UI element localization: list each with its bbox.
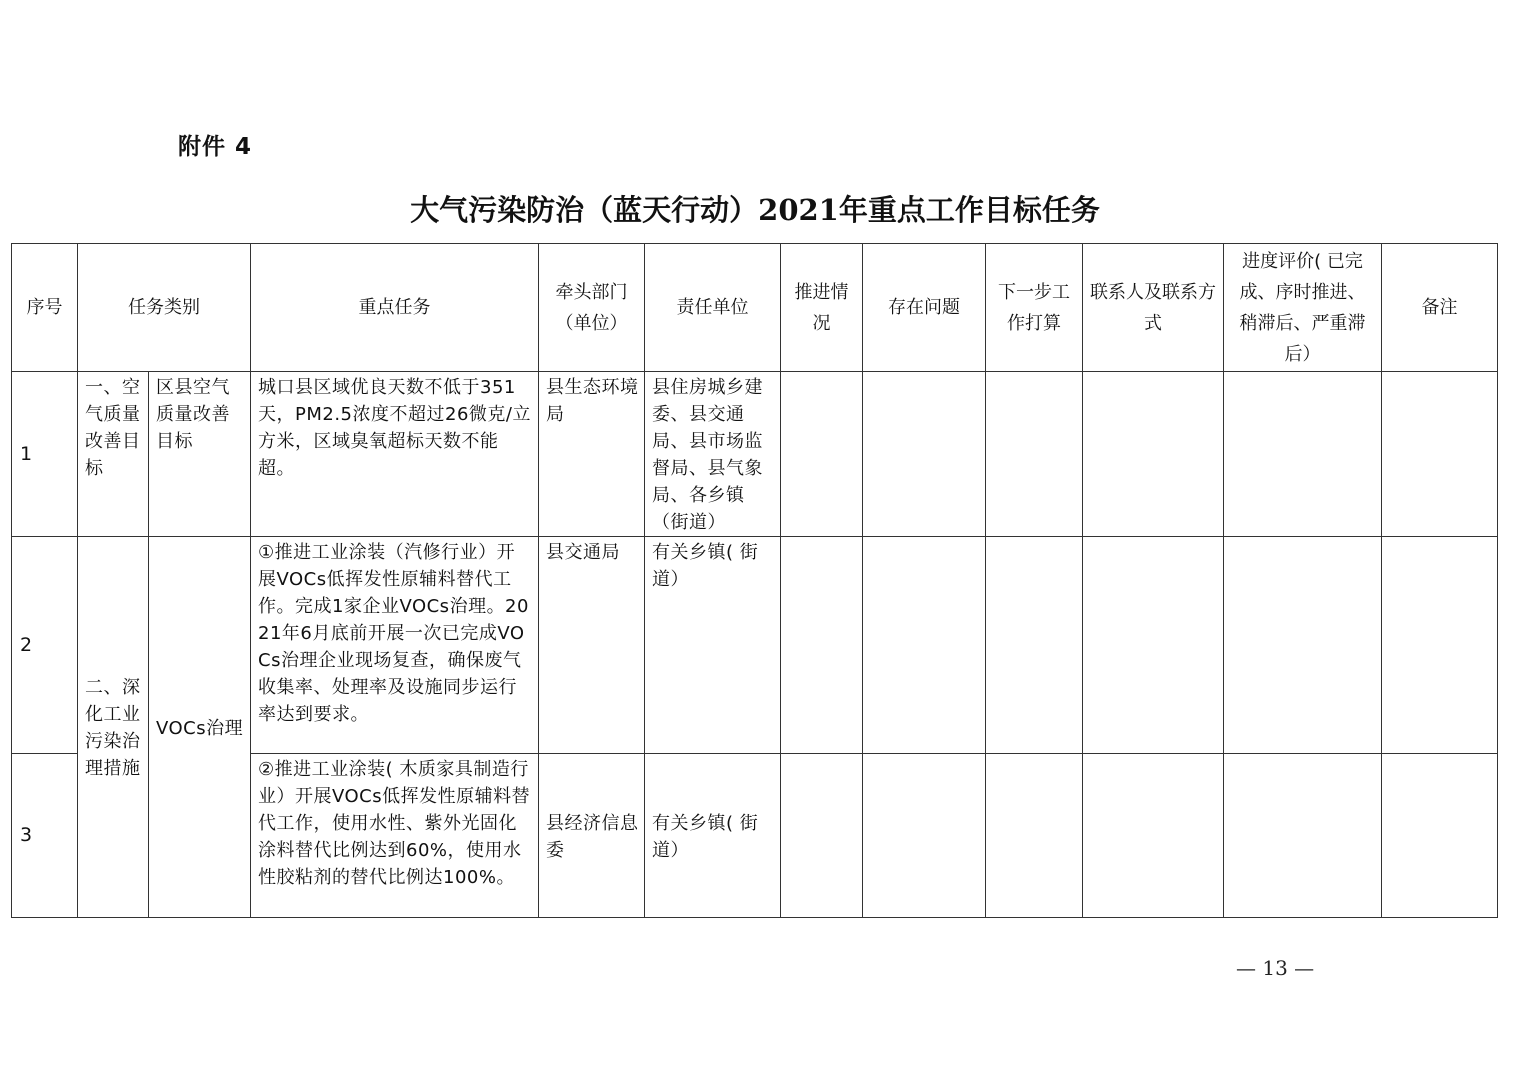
header-contact: 联系人及联系方式 [1083,244,1224,372]
row-category: 二、深化工业污染治理措施 [78,537,149,918]
row-next-cell [986,372,1083,537]
row-responsible: 有关乡镇( 街道） [645,754,781,918]
document-title: 大气污染防治（蓝天行动）2021年重点工作目标任务 [410,193,1100,227]
row-lead: 县经济信息委 [539,754,645,918]
header-row [12,244,1498,372]
row-responsible: 县住房城乡建委、县交通局、县市场监督局、县气象局、各乡镇（街道） [645,372,781,537]
header-lead: 牵头部门（单位） [539,244,645,372]
table-row [12,372,1498,537]
row-evaluation-cell [1224,537,1382,754]
row-contact-cell [1083,537,1224,754]
row-issues-cell [863,372,986,537]
row-contact-cell [1083,372,1224,537]
row-seq: 1 [12,372,78,537]
row-lead: 县生态环境局 [539,372,645,537]
header-issues: 存在问题 [863,244,986,372]
header-evaluation: 进度评价( 已完成、序时推进、稍滞后、严重滞后） [1224,244,1382,372]
row-progress-cell [781,754,863,918]
row-responsible: 有关乡镇( 街道） [645,537,781,754]
row-next-cell [986,754,1083,918]
row-evaluation-cell [1224,754,1382,918]
row-subcategory: VOCs治理 [149,537,251,918]
row-category: 一、空气质量改善目标 [78,372,149,537]
row-subcategory: 区县空气质量改善目标 [149,372,251,537]
row-contact-cell [1083,754,1224,918]
row-issues-cell [863,754,986,918]
row-evaluation-cell [1224,372,1382,537]
header-seq: 序号 [12,244,78,372]
header-responsible: 责任单位 [645,244,781,372]
row-task: 城口县区域优良天数不低于351天，PM2.5浓度不超过26微克/立方米，区域臭氧超标天数不能超。 [251,372,539,537]
table-row [12,537,1498,754]
row-progress-cell [781,537,863,754]
row-issues-cell [863,537,986,754]
row-remark-cell [1382,754,1498,918]
task-table [11,243,1498,918]
row-seq: 3 [12,754,78,918]
row-lead: 县交通局 [539,537,645,754]
row-next-cell [986,537,1083,754]
attachment-label: 附件 4 [178,134,253,160]
header-progress: 推进情况 [781,244,863,372]
row-remark-cell [1382,537,1498,754]
row-progress-cell [781,372,863,537]
row-remark-cell [1382,372,1498,537]
header-next: 下一步工作打算 [986,244,1083,372]
row-task: ①推进工业涂装（汽修行业）开展VOCs低挥发性原辅料替代工作。完成1家企业VOCs治理。2021年6月底前开展一次已完成VOCs治理企业现场复查，确保废气收集率、处理率及设施同步运行率达到要求。 [251,537,539,754]
row-seq: 2 [12,537,78,754]
page-number: — 13 — [1236,956,1315,980]
header-task: 重点任务 [251,244,539,372]
header-category: 任务类别 [78,244,251,372]
header-remark: 备注 [1382,244,1498,372]
row-task: ②推进工业涂装( 木质家具制造行业）开展VOCs低挥发性原辅料替代工作，使用水性、紫外光固化涂料替代比例达到60%，使用水性胶粘剂的替代比例达100%。 [251,754,539,918]
